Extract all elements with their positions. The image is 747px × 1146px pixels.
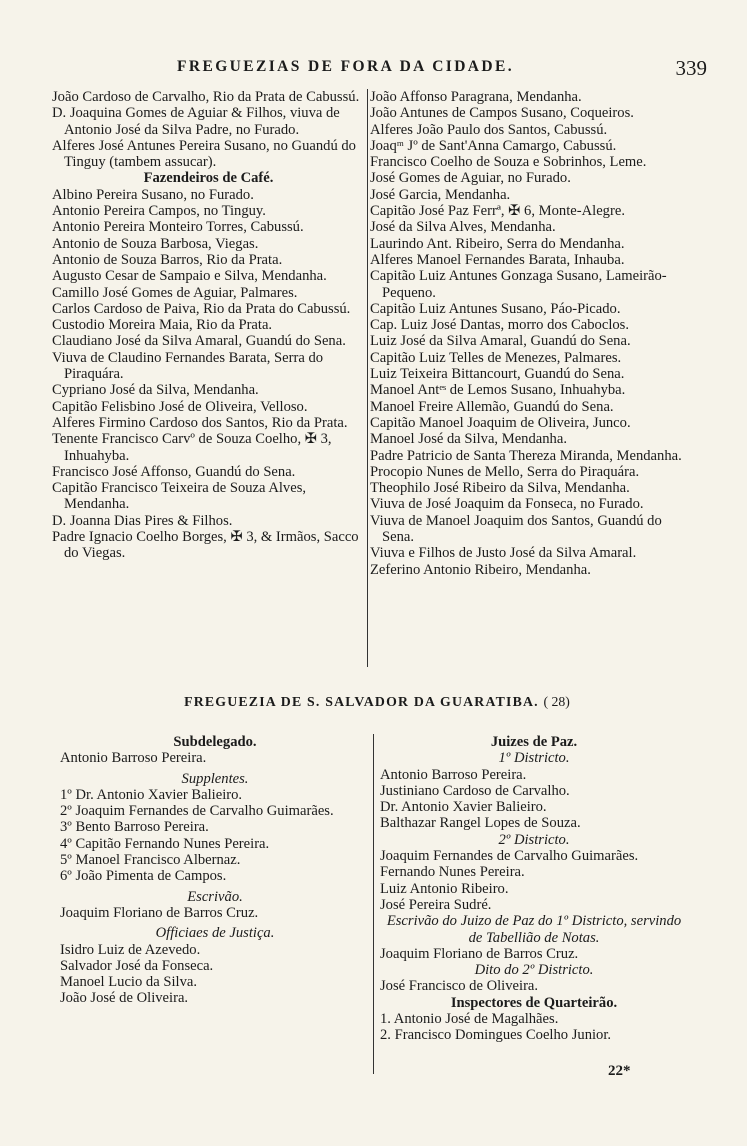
- entry: Viuva de Manoel Joaquim dos Santos, Guandú do Sena.: [370, 512, 662, 546]
- dito-name: José Francisco de Oliveira.: [380, 978, 539, 995]
- subheading-fazendeiros: Fazendeiros de Café.: [143, 170, 274, 187]
- juiz-entry: Justiniano Cardoso de Carvalho.: [380, 782, 570, 799]
- supplente-entry: 4º Capitão Fernando Nunes Pereira.: [60, 835, 270, 852]
- inspector-entry: 2. Francisco Domingues Coelho Junior.: [380, 1027, 612, 1044]
- supplente-entry: 5º Manoel Francisco Albernaz.: [60, 852, 241, 869]
- entry: Albino Pereira Susano, no Furado.: [52, 186, 254, 203]
- escrivao-note: Escrivão do Juizo de Paz do 1º Districto, servindo de Tabellião de Notas.: [386, 913, 682, 946]
- entry: José da Silva Alves, Mendanha.: [370, 219, 556, 236]
- inspector-entry: 1. Antonio José de Magalhães.: [380, 1011, 559, 1028]
- entry: João Cardoso de Carvalho, Rio da Prata de Cabussú.: [52, 89, 360, 105]
- entry: Antonio Pereira Campos, no Tinguy.: [52, 203, 266, 220]
- entry: José Gomes de Aguiar, no Furado.: [370, 170, 571, 187]
- entry: Antonio Pereira Monteiro Torres, Cabussú.: [52, 219, 304, 236]
- juiz-entry: Luiz Antonio Ribeiro.: [380, 880, 509, 897]
- entry: Alferes Firmino Cardoso dos Santos, Rio da Prata.: [52, 414, 348, 431]
- juizes-heading: Juizes de Paz.: [490, 734, 578, 750]
- officiaes-heading: Officiaes de Justiça.: [155, 925, 275, 942]
- entry: Zeferino Antonio Ribeiro, Mendanha.: [370, 561, 591, 578]
- top-left-column: [52, 89, 365, 562]
- entry: Manoel Antᵉˢ de Lemos Susano, Inhuahyba.: [370, 382, 626, 399]
- entry: Capitão Francisco Teixeira de Souza Alves, Mendanha.: [52, 480, 307, 513]
- district-1-heading: 1º Districto.: [498, 750, 570, 767]
- juiz-entry: Fernando Nunes Pereira.: [380, 864, 525, 881]
- entry: Capitão Manoel Joaquim de Oliveira, Junco.: [370, 414, 631, 431]
- entry: Manoel José da Silva, Mendanha.: [370, 431, 567, 448]
- entry: Francisco José Affonso, Guandú do Sena.: [52, 463, 296, 480]
- bottom-right-column: [380, 734, 688, 1044]
- entry: Capitão Luiz Antunes Gonzaga Susano, Lameirão-Pequeno.: [370, 268, 667, 301]
- page-number: 339: [675, 56, 707, 80]
- subdelegado-name: Antonio Barroso Pereira.: [60, 750, 207, 767]
- column-divider: [373, 734, 374, 1074]
- entry: Claudiano José da Silva Amaral, Guandú do Sena.: [52, 333, 346, 350]
- section-count: ( 28): [543, 694, 570, 709]
- entry: Antonio de Souza Barros, Rio da Prata.: [52, 251, 283, 268]
- entry: Capitão Luiz Telles de Menezes, Palmares.: [370, 349, 622, 366]
- entry: Capitão José Paz Ferrª, ✠ 6, Monte-Alegre.: [370, 203, 625, 220]
- signature-mark: 22*: [608, 1063, 631, 1079]
- entry: Antonio de Souza Barbosa, Viegas.: [52, 235, 259, 252]
- entry: Capitão Luiz Antunes Susano, Páo-Picado.: [370, 300, 621, 317]
- entry: Laurindo Ant. Ribeiro, Serra do Mendanha.: [370, 235, 625, 252]
- page-header: [52, 58, 707, 82]
- escrivao-name: Joaquim Floriano de Barros Cruz.: [60, 904, 259, 921]
- entry: Francisco Coelho de Souza e Sobrinhos, Leme.: [370, 154, 647, 171]
- supplente-entry: 2º Joaquim Fernandes de Carvalho Guimarães.: [60, 803, 334, 820]
- supplentes-heading: Supplentes.: [181, 770, 249, 787]
- entry: Carlos Cardoso de Paiva, Rio da Prata do Cabussú.: [52, 300, 351, 317]
- official-entry: João José de Oliveira.: [60, 990, 189, 1007]
- juiz-entry: José Pereira Sudré.: [380, 896, 492, 913]
- entry: Tenente Francisco Carvº de Souza Coelho, ✠ 3, Inhuahyba.: [52, 431, 332, 464]
- entry: Theophilo José Ribeiro da Silva, Mendanha.: [370, 480, 630, 497]
- entry: Viuva e Filhos de Justo José da Silva Amaral.: [370, 545, 637, 562]
- entry: Manoel Freire Allemão, Guandú do Sena.: [370, 398, 614, 415]
- supplente-entry: 3º Bento Barroso Pereira.: [60, 819, 209, 836]
- entry: Cap. Luiz José Dantas, morro dos Caboclos.: [370, 317, 629, 334]
- bottom-left-column: [60, 734, 370, 1007]
- entry: Custodio Moreira Maia, Rio da Prata.: [52, 317, 273, 334]
- running-title: FREGUEZIAS DE FORA DA CIDADE.: [177, 58, 515, 75]
- entry: Cypriano José da Silva, Mendanha.: [52, 382, 259, 399]
- entry: Procopio Nunes de Mello, Serra do Piraquára.: [370, 463, 640, 480]
- juiz-entry: Balthazar Rangel Lopes de Souza.: [380, 815, 581, 832]
- juiz-entry: Dr. Antonio Xavier Balieiro.: [380, 799, 547, 816]
- entry: Viuva de José Joaquim da Fonseca, no Furado.: [370, 496, 644, 513]
- entry: Padre Ignacio Coelho Borges, ✠ 3, & Irmãos, Sacco do Viegas.: [52, 529, 359, 562]
- official-entry: Manoel Lucio da Silva.: [60, 974, 197, 991]
- escrivao-name: Joaquim Floriano de Barros Cruz.: [380, 945, 579, 962]
- column-divider: [367, 89, 368, 667]
- juiz-entry: Joaquim Fernandes de Carvalho Guimarães.: [380, 848, 639, 865]
- official-entry: Salvador José da Fonseca.: [60, 957, 214, 974]
- section-title-text: FREGUEZIA DE S. SALVADOR DA GUARATIBA.: [184, 694, 539, 709]
- entry: Padre Patricio de Santa Thereza Miranda, Mendanha.: [370, 447, 682, 464]
- entry: João Affonso Paragrana, Mendanha.: [370, 89, 582, 105]
- entry: Joaqᵐ Jº de Sant'Anna Camargo, Cabussú.: [370, 137, 617, 154]
- entry: Alferes José Antunes Pereira Susano, no Guandú do Tinguy (tambem assucar).: [52, 137, 356, 171]
- inspectores-heading: Inspectores de Quarteirão.: [450, 994, 618, 1011]
- entry: João Antunes de Campos Susano, Coqueiros.: [370, 105, 634, 122]
- escrivao-heading: Escrivão.: [187, 888, 243, 905]
- entry: Capitão Felisbino José de Oliveira, Velloso.: [52, 398, 308, 415]
- entry: Luiz Teixeira Bittancourt, Guandú do Sena.: [370, 366, 625, 383]
- entry: Camillo José Gomes de Aguiar, Palmares.: [52, 284, 298, 301]
- section-title: [52, 694, 702, 710]
- entry: Alferes Manoel Fernandes Barata, Inhauba.: [370, 251, 625, 268]
- official-entry: Isidro Luiz de Azevedo.: [60, 941, 201, 958]
- entry: Luiz José da Silva Amaral, Guandú do Sena.: [370, 333, 631, 350]
- dito-heading: Dito do 2º Districto.: [474, 962, 594, 979]
- district-2-heading: 2º Districto.: [498, 831, 570, 848]
- subdelegado-heading: Subdelegado.: [173, 734, 257, 750]
- entry: Augusto Cesar de Sampaio e Silva, Mendanha.: [52, 268, 327, 285]
- juiz-entry: Antonio Barroso Pereira.: [380, 766, 527, 783]
- supplente-entry: 1º Dr. Antonio Xavier Balieiro.: [60, 786, 243, 803]
- supplente-entry: 6º João Pimenta de Campos.: [60, 868, 227, 885]
- top-right-column: [370, 89, 688, 578]
- entry: Alferes João Paulo dos Santos, Cabussú.: [370, 121, 608, 138]
- entry: Viuva de Claudino Fernandes Barata, Serra do Piraquára.: [52, 349, 324, 383]
- entry: D. Joaquina Gomes de Aguiar & Filhos, viuva de Antonio José da Silva Padre, no Furado.: [52, 105, 340, 138]
- entry: José Garcia, Mendanha.: [370, 186, 511, 203]
- entry: D. Joanna Dias Pires & Filhos.: [52, 512, 233, 529]
